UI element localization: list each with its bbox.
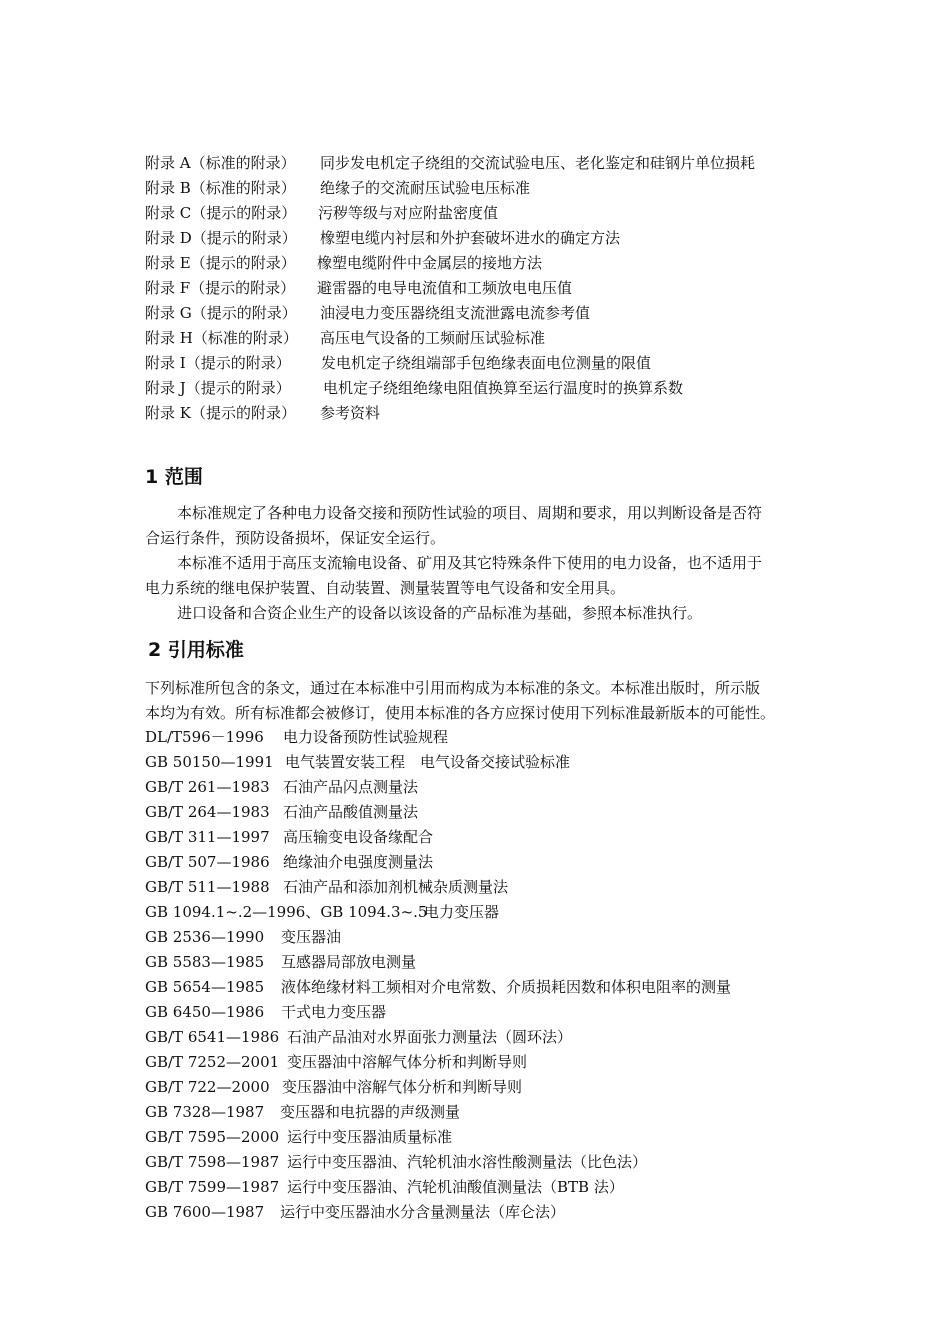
standard-code: GB/T 6541—1986	[145, 1028, 280, 1046]
standard-item	[145, 977, 731, 997]
standard-code: GB 2536—1990	[145, 928, 265, 946]
standard-code: GB 5654—1985	[145, 978, 265, 996]
standard-code: GB 7600—1987	[145, 1203, 265, 1221]
appendix-title: 污秽等级与对应附盐密度值	[318, 204, 499, 222]
standard-code: GB/T 507—1986	[145, 853, 270, 871]
appendix-label: 附录 J（提示的附录）	[145, 379, 291, 397]
section-2-heading: 2 引用标准	[148, 639, 244, 661]
standard-code: GB/T 264—1983	[145, 803, 270, 821]
standard-title: 电力变压器	[424, 903, 500, 921]
standard-item	[145, 902, 499, 922]
paragraph-line: 本标准不适用于高压支流输电设备、矿用及其它特殊条件下使用的电力设备，也不适用于	[177, 554, 763, 572]
appendix-title: 橡塑电缆内衬层和外护套破坏进水的确定方法	[320, 229, 621, 247]
standard-item	[145, 1177, 624, 1197]
standard-item	[145, 952, 416, 972]
appendix-label: 附录 G（提示的附录）	[145, 304, 297, 322]
standard-item	[145, 852, 433, 872]
appendix-title: 高压电气设备的工频耐压试验标准	[320, 329, 546, 347]
standard-title: 石油产品酸值测量法	[283, 803, 419, 821]
section-1-heading: 1 范围	[145, 466, 203, 488]
standard-title: 电气装置安装工程 电气设备交接试验标准	[285, 753, 571, 771]
standard-code: GB/T 7595—2000	[145, 1128, 280, 1146]
standard-title: 变压器油	[281, 928, 342, 946]
standard-code: DL/T596－1996	[145, 728, 264, 746]
appendix-label: 附录 B（标准的附录）	[145, 179, 296, 197]
standard-item	[145, 727, 448, 747]
appendix-item	[145, 153, 755, 173]
standard-code: GB/T 311—1997	[145, 828, 270, 846]
standard-title: 变压器油中溶解气体分析和判断导则	[287, 1053, 528, 1071]
standard-item	[145, 1002, 386, 1022]
standard-code: GB 7328—1987	[145, 1103, 265, 1121]
paragraph-line: 电力系统的继电保护装置、自动装置、测量装置等电气设备和安全用具。	[145, 579, 626, 597]
appendix-title: 同步发电机定子绕组的交流试验电压、老化鉴定和硅钢片单位损耗	[320, 154, 756, 172]
standard-title: 石油产品和添加剂机械杂质测量法	[283, 878, 509, 896]
paragraph-line: 合运行条件，预防设备损坏，保证安全运行。	[145, 529, 446, 547]
appendix-label: 附录 F（提示的附录）	[145, 279, 296, 297]
standard-title: 变压器和电抗器的声级测量	[280, 1103, 461, 1121]
appendix-title: 电机定子绕组绝缘电阻值换算至运行温度时的换算系数	[323, 379, 684, 397]
standard-item	[145, 1152, 647, 1172]
standard-item	[145, 1052, 527, 1072]
appendix-title: 避雷器的电导电流值和工频放电电压值	[317, 279, 573, 297]
standard-code: GB/T 7599—1987	[145, 1178, 280, 1196]
standard-title: 绝缘油介电强度测量法	[283, 853, 434, 871]
appendix-item	[145, 378, 683, 398]
appendix-label: 附录 A（标准的附录）	[145, 154, 296, 172]
standard-item	[145, 1027, 572, 1047]
appendix-title: 发电机定子绕组端部手包绝缘表面电位测量的限值	[321, 354, 652, 372]
standard-item	[145, 752, 570, 772]
standard-title: 互感器局部放电测量	[281, 953, 417, 971]
appendix-item	[145, 228, 620, 248]
standard-code: GB/T 722—2000	[145, 1078, 270, 1096]
standard-item	[145, 1077, 522, 1097]
standard-item	[145, 877, 508, 897]
appendix-title: 参考资料	[320, 404, 381, 422]
paragraph-line: 本标准规定了各种电力设备交接和预防性试验的项目、周期和要求，用以判断设备是否符	[177, 504, 763, 522]
appendix-label: 附录 K（提示的附录）	[145, 404, 296, 422]
standard-item	[145, 777, 418, 797]
standard-title: 石油产品闪点测量法	[283, 778, 419, 796]
appendix-item	[145, 303, 590, 323]
standard-code: GB 1094.1~.2—1996、GB 1094.3~.5	[145, 903, 428, 921]
standard-item	[145, 1202, 565, 1222]
standard-code: GB 6450—1986	[145, 1003, 265, 1021]
standard-code: GB/T 261—1983	[145, 778, 270, 796]
appendix-item	[145, 328, 545, 348]
standard-title: 液体绝缘材料工频相对介电常数、介质损耗因数和体积电阻率的测量	[281, 978, 732, 996]
standard-item	[145, 1127, 452, 1147]
standard-code: GB/T 7252—2001	[145, 1053, 280, 1071]
appendix-item	[145, 353, 651, 373]
appendix-label: 附录 D（提示的附录）	[145, 229, 297, 247]
appendix-label: 附录 I（提示的附录）	[145, 354, 291, 372]
appendix-item	[145, 203, 498, 223]
standard-item	[145, 927, 341, 947]
standard-title: 运行中变压器油、汽轮机油酸值测量法（BTB 法）	[287, 1178, 624, 1196]
standard-title: 运行中变压器油水分含量测量法（库仑法）	[280, 1203, 566, 1221]
appendix-item	[145, 278, 572, 298]
standard-code: GB 50150—1991	[145, 753, 274, 771]
standard-code: GB/T 511—1988	[145, 878, 270, 896]
standard-item	[145, 1102, 460, 1122]
appendix-title: 橡塑电缆附件中金属层的接地方法	[317, 254, 543, 272]
standard-title: 石油产品油对水界面张力测量法（圆环法）	[287, 1028, 573, 1046]
standard-title: 变压器油中溶解气体分析和判断导则	[282, 1078, 523, 1096]
standard-item	[145, 827, 433, 847]
standard-title: 运行中变压器油质量标准	[287, 1128, 453, 1146]
standard-code: GB/T 7598—1987	[145, 1153, 280, 1171]
appendix-title: 油浸电力变压器绕组支流泄露电流参考值	[320, 304, 591, 322]
appendix-item	[145, 403, 380, 423]
appendix-label: 附录 H（标准的附录）	[145, 329, 298, 347]
paragraph-line: 进口设备和合资企业生产的设备以该设备的产品标准为基础，参照本标准执行。	[177, 604, 703, 622]
appendix-item	[145, 178, 530, 198]
paragraph-line: 下列标准所包含的条文，通过在本标准中引用而构成为本标准的条文。本标准出版时，所示版	[145, 679, 761, 697]
appendix-title: 绝缘子的交流耐压试验电压标准	[320, 179, 531, 197]
standard-title: 电力设备预防性试验规程	[283, 728, 449, 746]
standard-title: 高压输变电设备缘配合	[283, 828, 434, 846]
standard-title: 干式电力变压器	[281, 1003, 387, 1021]
standard-item	[145, 802, 418, 822]
appendix-label: 附录 C（提示的附录）	[145, 204, 297, 222]
paragraph-line: 本均为有效。所有标准都会被修订，使用本标准的各方应探讨使用下列标准最新版本的可能性。	[145, 704, 776, 722]
standard-title: 运行中变压器油、汽轮机油水溶性酸测量法（比色法）	[287, 1153, 648, 1171]
appendix-label: 附录 E（提示的附录）	[145, 254, 296, 272]
appendix-item	[145, 253, 542, 273]
standard-code: GB 5583—1985	[145, 953, 265, 971]
